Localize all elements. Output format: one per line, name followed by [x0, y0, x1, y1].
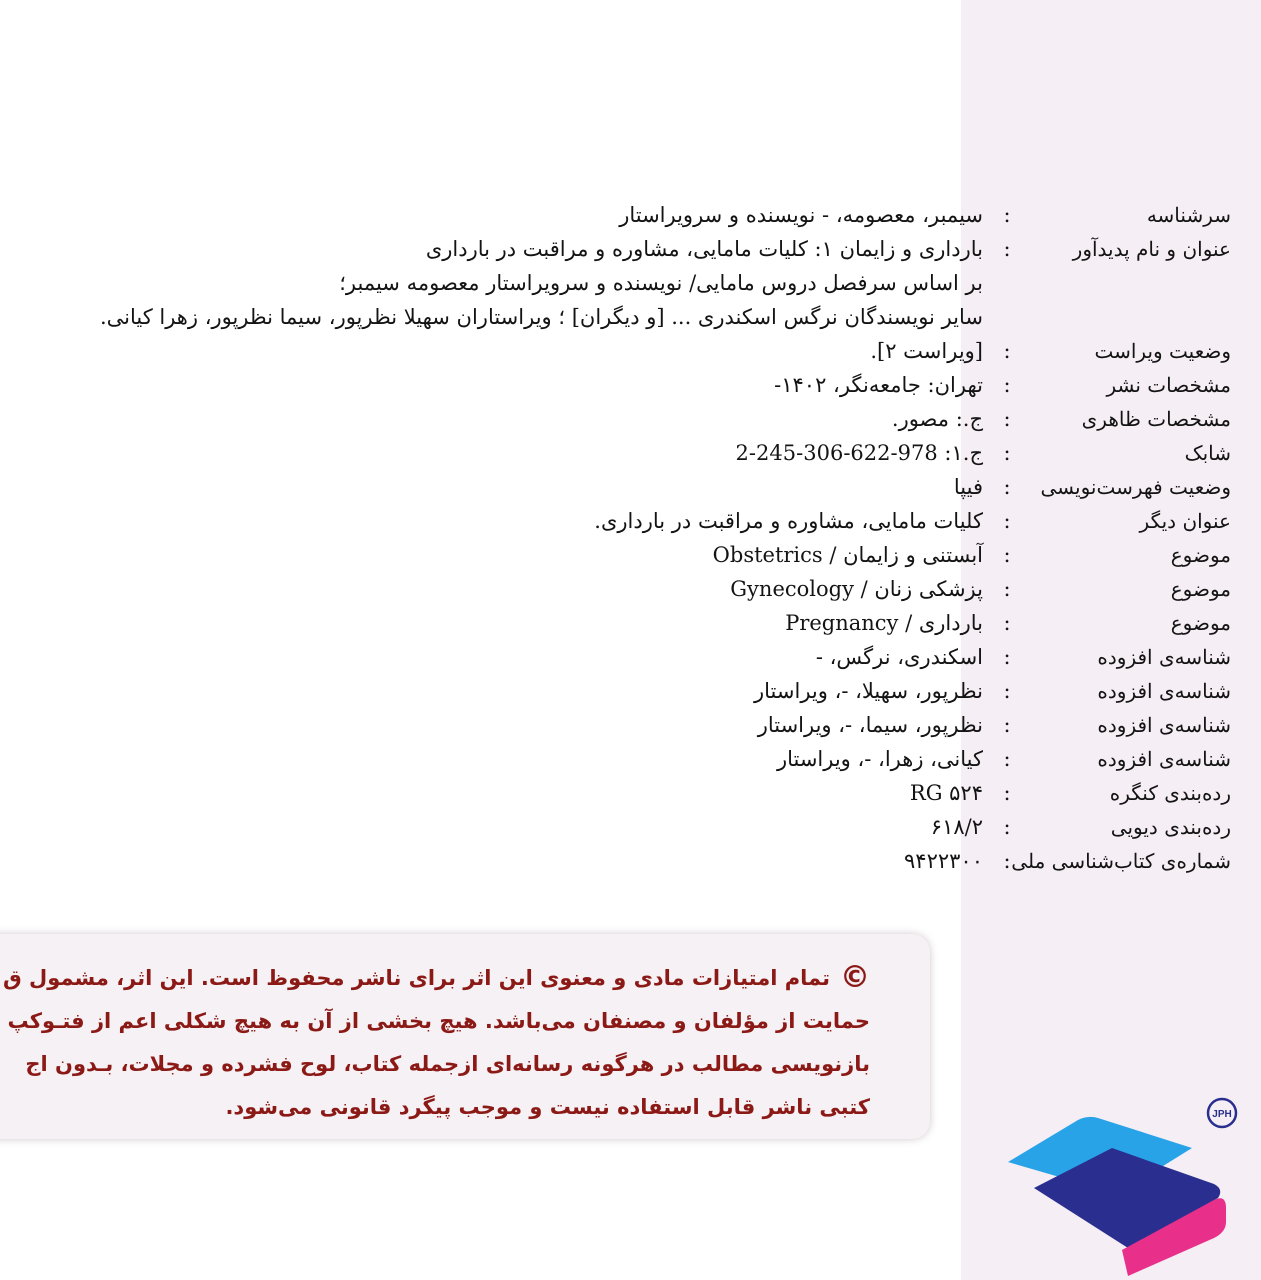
cip-row: [0, 708, 1231, 742]
cip-row: [0, 538, 1231, 572]
cip-label: شناسه‌ی افزوده: [1097, 679, 1231, 703]
cip-label: وضعیت فهرست‌نویسی: [1040, 475, 1231, 499]
cip-value: [0, 708, 983, 742]
cip-value-line: تهران: جامعه‌نگر، ۱۴۰۲-: [774, 373, 983, 397]
cip-label: رده‌بندی دیویی: [1110, 815, 1231, 839]
cip-separator: :: [1003, 237, 1011, 261]
cip-separator: :: [1003, 781, 1011, 805]
cip-row: [0, 606, 1231, 640]
cip-row: [0, 810, 1231, 844]
cip-value: [0, 232, 983, 334]
notice-line: ©تمام امتیازات مادی و معنوی این اثر برای ناشر محفوظ است. این اثر، مشمول ق: [2, 960, 870, 995]
cip-row: [0, 368, 1231, 402]
cip-separator: :: [1003, 577, 1011, 601]
cip-separator: :: [1003, 713, 1011, 737]
cip-row: [0, 504, 1231, 538]
cip-value-line: ج.: مصور.: [891, 407, 983, 431]
cip-row: [0, 198, 1231, 232]
notice-line: حمایت از مؤلفان و مصنفان می‌باشد. هیچ بخشی از آن به هیچ شکلی اعم از فتـوکپ: [7, 1009, 870, 1033]
cip-separator: :: [1003, 339, 1011, 363]
publisher-logo: [1000, 1090, 1240, 1280]
cip-value: [0, 742, 983, 776]
cip-row: [0, 640, 1231, 674]
cip-separator: :: [1003, 475, 1011, 499]
cip-separator: :: [1003, 645, 1011, 669]
cip-value: [0, 470, 983, 504]
cip-label: عنوان و نام پدیدآور: [1072, 237, 1231, 261]
cip-value-line: کلیات مامایی، مشاوره و مراقبت در بارداری.: [594, 509, 983, 533]
cip-label: موضوع: [1170, 543, 1231, 567]
notice-line: کتبی ناشر قابل استفاده نیست و موجب پیگرد قانونی می‌شود.: [225, 1095, 870, 1119]
cip-value: [0, 640, 983, 674]
cip-row: [0, 742, 1231, 776]
cip-label: رده‌بندی کنگره: [1109, 781, 1231, 805]
cip-label: موضوع: [1170, 577, 1231, 601]
cip-value: [0, 198, 983, 232]
cip-value-line: ۶۱۸/۲: [930, 815, 983, 839]
cip-value-line: پزشکی زنان / Gynecology: [730, 577, 983, 601]
logo-badge-text: JPH: [1212, 1109, 1232, 1120]
cip-value-line: کیانی، زهرا، -، ویراستار: [776, 747, 983, 771]
cip-row: [0, 402, 1231, 436]
cip-value: [0, 674, 983, 708]
cip-value-line: بارداری و زایمان ۱: کلیات مامایی، مشاوره و مراقبت در بارداری: [425, 237, 983, 261]
cip-row: [0, 436, 1231, 470]
cip-label: شابک: [1184, 441, 1231, 465]
cip-value: [0, 436, 983, 470]
cip-row: [0, 572, 1231, 606]
cataloging-in-publication-block: [0, 198, 1231, 878]
cip-value-line: فیپا: [953, 475, 983, 499]
cip-separator: :: [1003, 747, 1011, 771]
cip-row: [0, 334, 1231, 368]
cip-value-line: سیمبر، معصومه، - نویسنده و سرویراستار: [619, 203, 983, 227]
cip-value: [0, 844, 983, 878]
cip-value: [0, 402, 983, 436]
cip-label: مشخصات ظاهری: [1081, 407, 1231, 431]
cip-row: [0, 776, 1231, 810]
copyright-icon: ©: [840, 960, 870, 995]
cip-label: شناسه‌ی افزوده: [1097, 645, 1231, 669]
cip-row: [0, 844, 1231, 878]
cip-value-line: RG ۵۲۴: [909, 781, 983, 805]
cip-value-line: نظرپور، سیما، -، ویراستار: [757, 713, 983, 737]
cip-separator: :: [1003, 611, 1011, 635]
cip-label: وضعیت ویراست: [1094, 339, 1231, 363]
cip-separator: :: [1003, 373, 1011, 397]
cip-value: [0, 776, 983, 810]
cip-value: [0, 572, 983, 606]
cip-label: عنوان دیگر: [1139, 509, 1231, 533]
cip-row: [0, 232, 1231, 334]
cip-label: شناسه‌ی افزوده: [1097, 747, 1231, 771]
cip-value: [0, 538, 983, 572]
cip-value-line: اسکندری، نرگس، -: [815, 645, 983, 669]
cip-value-line: [ویراست ۲].: [870, 339, 983, 363]
cip-value-line: ج.۱: 978-622-306-245-2: [735, 441, 983, 465]
cip-value: [0, 504, 983, 538]
cip-value: [0, 368, 983, 402]
cip-label: مشخصات نشر: [1106, 373, 1231, 397]
cip-label: سرشناسه: [1146, 203, 1231, 227]
cip-separator: :: [1003, 815, 1011, 839]
cip-value-line: آبستنی و زایمان / Obstetrics: [712, 543, 983, 567]
cip-value-line: بر اساس سرفصل دروس مامایی/ نویسنده و سرویراستار معصومه سیمبر؛: [339, 271, 983, 295]
cip-separator: :: [1003, 849, 1011, 873]
cip-value-line: ۹۴۲۲۳۰۰: [904, 849, 983, 873]
cip-separator: :: [1003, 543, 1011, 567]
cip-label: شماره‌ی کتاب‌شناسی ملی: [1011, 849, 1231, 873]
cip-separator: :: [1003, 509, 1011, 533]
cip-separator: :: [1003, 679, 1011, 703]
cip-label: موضوع: [1170, 611, 1231, 635]
cip-row: [0, 470, 1231, 504]
cip-separator: :: [1003, 203, 1011, 227]
cip-value: [0, 810, 983, 844]
cip-label: شناسه‌ی افزوده: [1097, 713, 1231, 737]
cip-row: [0, 674, 1231, 708]
notice-line: بازنویسی مطالب در هرگونه رسانه‌ای ازجمله کتاب، لوح فشرده و مجلات، بـدون اج: [25, 1052, 870, 1076]
cip-separator: :: [1003, 441, 1011, 465]
cip-value: [0, 334, 983, 368]
cip-value-line: نظرپور، سهیلا، -، ویراستار: [754, 679, 983, 703]
cip-value: [0, 606, 983, 640]
cip-value-line: بارداری / Pregnancy: [785, 611, 983, 635]
copyright-notice-box: [0, 934, 930, 1139]
cip-separator: :: [1003, 407, 1011, 431]
cip-value-line: سایر نویسندگان نرگس اسکندری ... [و دیگران] ؛ ویراستاران سهیلا نظرپور، سیما نظرپور، زهرا کیانی.: [99, 305, 983, 329]
